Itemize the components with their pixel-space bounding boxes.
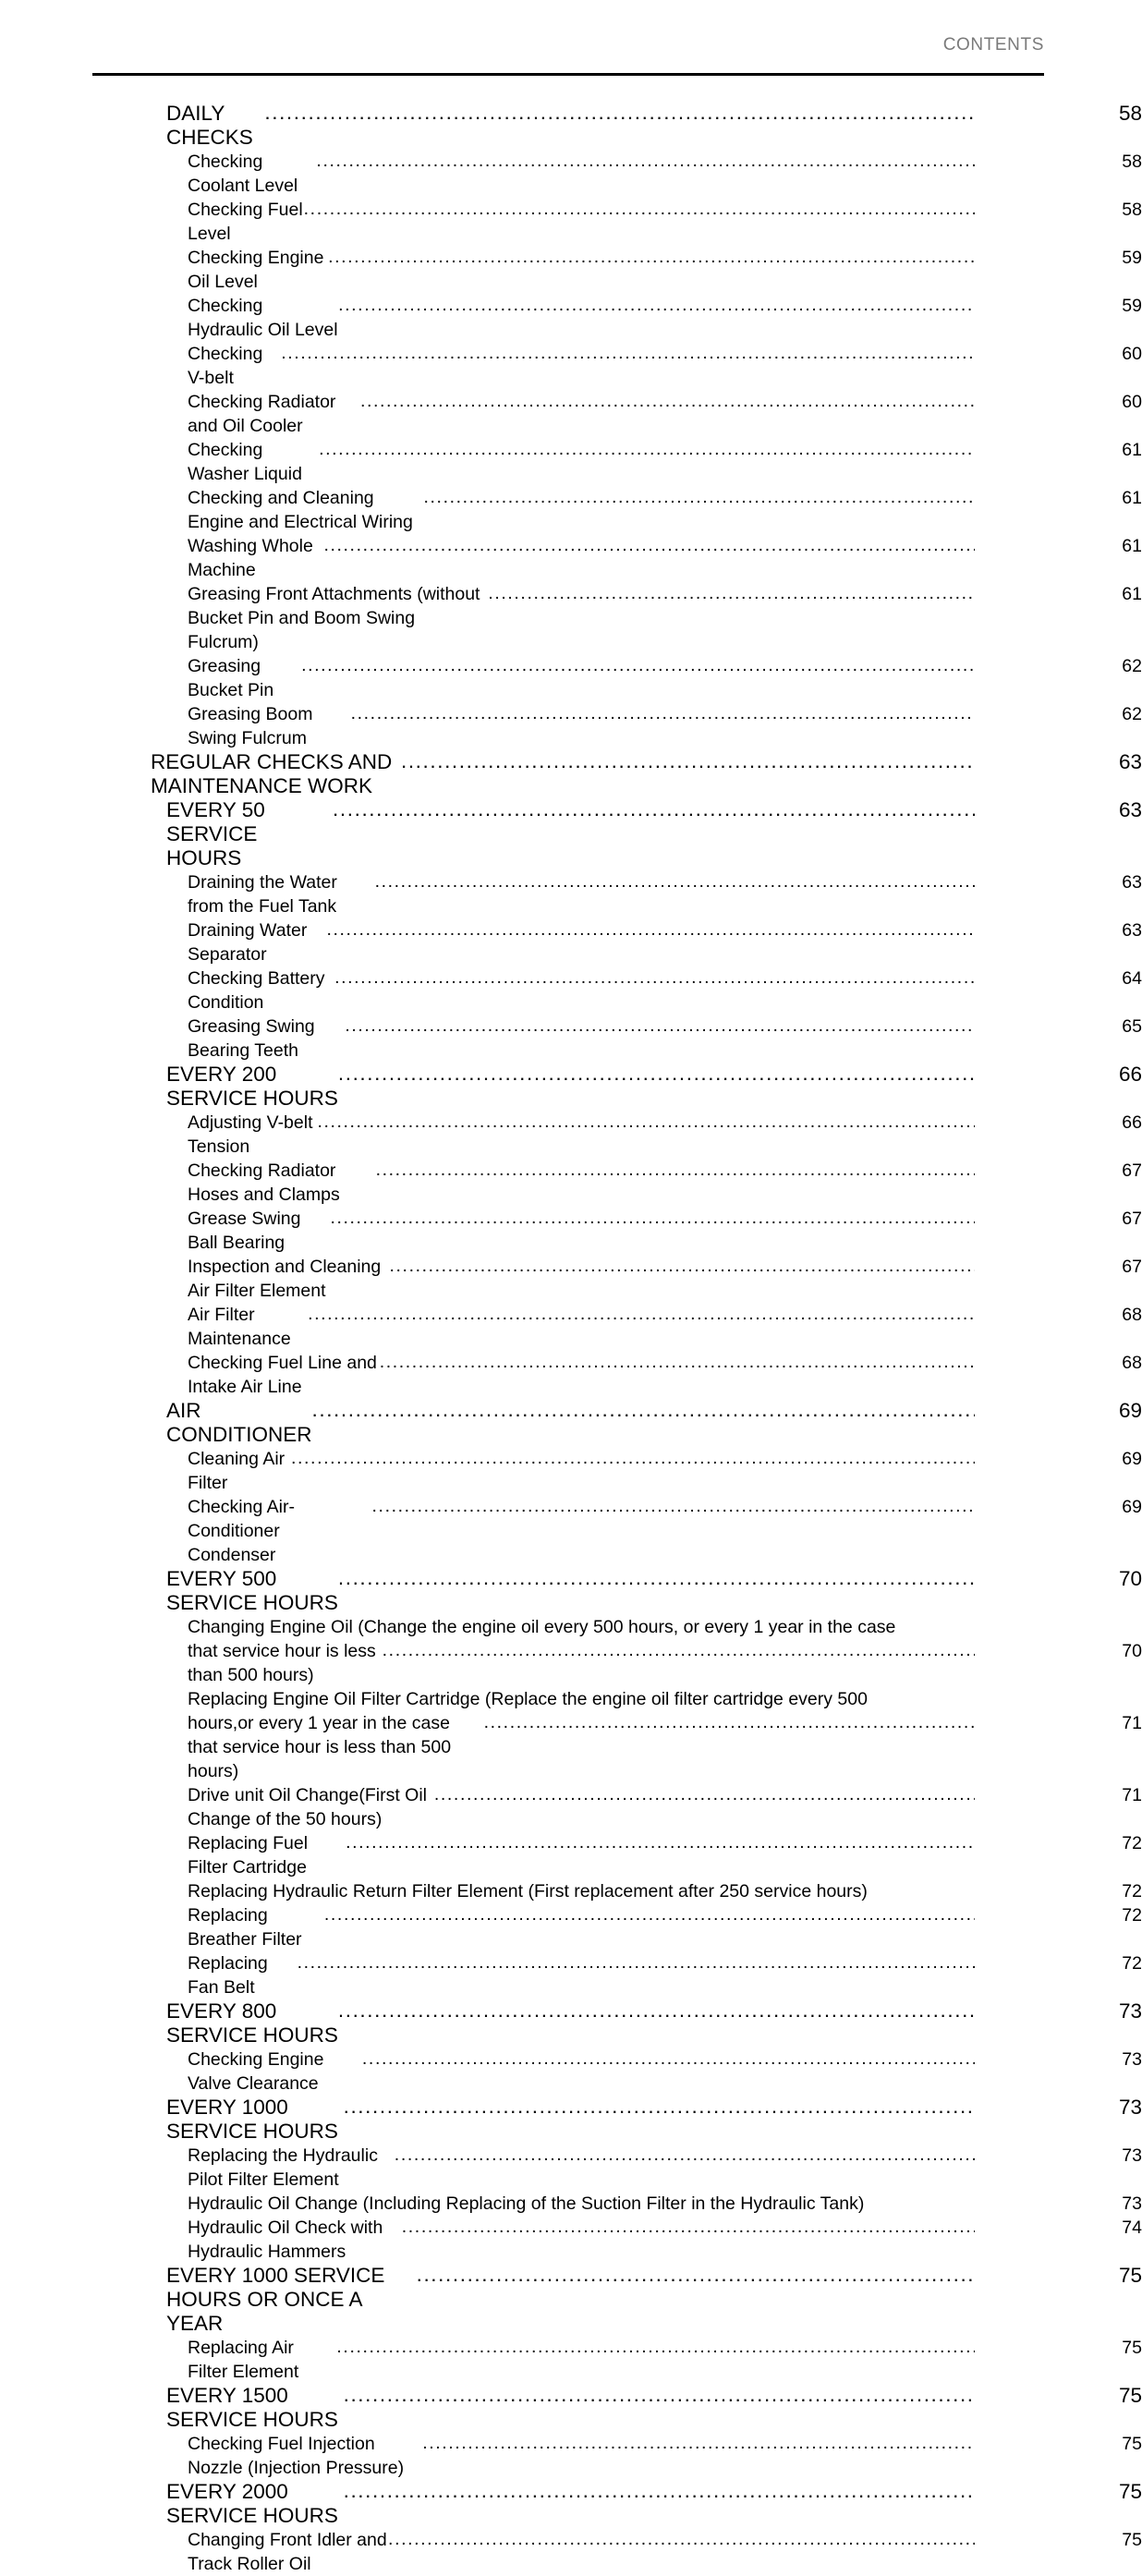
toc-page-number: 73 xyxy=(1122,2193,1142,2214)
toc-entry-label: Checking Coolant Level xyxy=(188,152,298,196)
toc-entry-label: Replacing Fan Belt xyxy=(188,1953,273,1998)
toc-entry-label: Checking Radiator Hoses and Clamps xyxy=(188,1160,341,1205)
toc-leader-dots xyxy=(334,966,975,990)
toc-page-number: 62 xyxy=(1122,656,1142,676)
toc-entry-label: EVERY 200 SERVICE HOURS xyxy=(166,1063,345,1110)
toc-entry-line xyxy=(188,1711,1142,1783)
toc-entry[interactable] xyxy=(0,1903,1142,1951)
toc-entry[interactable] xyxy=(0,654,1142,702)
toc-entry-label: Grease Swing Ball Bearing xyxy=(188,1209,306,1253)
toc-entry[interactable] xyxy=(0,1687,1142,1783)
toc-page-number: 63 xyxy=(1122,872,1142,893)
toc-page-number: 60 xyxy=(1122,392,1142,412)
toc-entry-label: Washing Whole Machine xyxy=(188,536,319,580)
toc-page-number: 68 xyxy=(1122,1305,1142,1325)
toc-page-number: 71 xyxy=(1122,1713,1142,1733)
toc-page-number: 72 xyxy=(1122,1833,1142,1853)
toc-entry-label: Checking Fuel Line and Intake Air Line xyxy=(188,1353,383,1397)
toc-leader-dots xyxy=(346,1830,975,1854)
toc-entry[interactable] xyxy=(0,1303,1142,1351)
toc-page-number: 70 xyxy=(1118,1567,1142,1590)
toc-leader-dots xyxy=(312,1398,976,1422)
toc-leader-dots xyxy=(326,917,975,942)
toc-page-number: 69 xyxy=(1118,1399,1142,1422)
header-divider xyxy=(92,73,1044,76)
toc-entry-label: AIR CONDITIONER xyxy=(166,1399,318,1446)
toc-leader-dots xyxy=(298,1950,975,1975)
toc-entry-label: Replacing Fuel Filter Cartridge xyxy=(188,1833,313,1877)
toc-entry-label: Checking Radiator and Oil Cooler xyxy=(188,392,341,436)
toc-page-number: 66 xyxy=(1118,1063,1142,1086)
toc-page-number: 73 xyxy=(1122,2049,1142,2070)
toc-entry-label: REGULAR CHECKS AND MAINTENANCE WORK xyxy=(151,750,398,797)
toc-entry-line xyxy=(188,1615,1142,1639)
toc-entry-label: that service hour is less than 500 hours) xyxy=(188,1641,382,1685)
toc-leader-dots xyxy=(360,389,975,413)
toc-leader-dots xyxy=(338,1566,975,1590)
toc-entry-label: Adjusting V-belt Tension xyxy=(188,1112,318,1157)
toc-leader-dots xyxy=(417,2263,975,2287)
toc-entry-label: Greasing Swing Bearing Teeth xyxy=(188,1016,321,1061)
toc-entry[interactable] xyxy=(0,1879,1142,1903)
toc-leader-dots xyxy=(362,2047,975,2071)
toc-leader-dots xyxy=(344,2383,975,2407)
toc-entry[interactable] xyxy=(0,702,1142,750)
toc-page-number: 72 xyxy=(1122,1905,1142,1926)
toc-page-number: 75 xyxy=(1118,2480,1142,2503)
toc-entry-label: Greasing Boom Swing Fulcrum xyxy=(188,704,318,748)
toc-page-number: 66 xyxy=(1122,1112,1142,1133)
toc-page-number: 63 xyxy=(1122,920,1142,941)
toc-entry-label: Checking Washer Liquid xyxy=(188,440,302,484)
toc-entry[interactable] xyxy=(0,1951,1142,1999)
toc-entry[interactable] xyxy=(0,1399,1142,1447)
toc-page-number: 60 xyxy=(1122,344,1142,364)
toc-leader-dots xyxy=(304,197,975,221)
toc-leader-dots xyxy=(338,1999,975,2023)
toc-entry-label: Replacing Air Filter Element xyxy=(188,2338,304,2382)
toc-leader-dots xyxy=(301,653,975,677)
toc-entry-label: Replacing Engine Oil Filter Cartridge (Replace the engine oil filter cartridge every 500 xyxy=(188,1689,868,1709)
toc-entry[interactable] xyxy=(0,342,1142,390)
toc-entry[interactable] xyxy=(0,1207,1142,1255)
toc-page-number: 58 xyxy=(1122,200,1142,220)
toc-page-number: 58 xyxy=(1118,102,1142,125)
toc-page-number: 61 xyxy=(1122,536,1142,556)
toc-page-number: 67 xyxy=(1122,1257,1142,1277)
toc-page-number: 72 xyxy=(1122,1881,1142,1902)
toc-entry-label: Replacing Hydraulic Return Filter Element (First replacement after 250 service hours) xyxy=(188,1881,868,1902)
toc-entry[interactable] xyxy=(0,1111,1142,1159)
toc-entry-label: Greasing Bucket Pin xyxy=(188,656,274,700)
toc-entry[interactable] xyxy=(0,2384,1142,2432)
toc-leader-dots xyxy=(330,1206,975,1230)
toc-entry[interactable] xyxy=(0,750,1142,798)
toc-entry[interactable] xyxy=(0,2216,1142,2264)
toc-leader-dots xyxy=(291,1446,975,1470)
toc-entry-line xyxy=(188,1639,1142,1687)
toc-leader-dots xyxy=(344,2479,975,2503)
toc-entry-label: Inspection and Cleaning Air Filter Element xyxy=(188,1257,385,1301)
toc-page-number: 69 xyxy=(1122,1497,1142,1517)
toc-entry-label: Checking Fuel Level xyxy=(188,200,309,244)
toc-entry-label: hours,or every 1 year in the case that service hour is less than 500 hours) xyxy=(188,1713,456,1781)
toc-entry-label: Greasing Front Attachments (without Bucket Pin and Boom Swing Fulcrum) xyxy=(188,584,485,652)
toc-entry[interactable] xyxy=(0,2047,1142,2096)
toc-leader-dots xyxy=(319,437,975,461)
toc-leader-dots xyxy=(395,2143,975,2167)
toc-page-number: 70 xyxy=(1122,1641,1142,1661)
toc-leader-dots xyxy=(424,485,975,509)
toc-entry-label: Hydraulic Oil Check with Hydraulic Hammers xyxy=(188,2218,388,2262)
toc-page-number: 74 xyxy=(1122,2218,1142,2238)
toc-leader-dots xyxy=(383,1638,975,1662)
toc-leader-dots xyxy=(323,533,975,557)
toc-page-number: 62 xyxy=(1122,704,1142,724)
toc-page-number: 73 xyxy=(1122,2145,1142,2166)
toc-page-number: 63 xyxy=(1118,798,1142,821)
toc-page-number: 69 xyxy=(1122,1449,1142,1469)
toc-entry-label: EVERY 1000 SERVICE HOURS xyxy=(166,2096,345,2143)
toc-entry[interactable] xyxy=(0,1783,1142,1831)
toc-entry-label: Checking Fuel Injection Nozzle (Injection Pressure) xyxy=(188,2434,409,2478)
toc-leader-dots xyxy=(401,749,975,773)
toc-page-number: 68 xyxy=(1122,1353,1142,1373)
toc-leader-dots xyxy=(308,1302,975,1326)
toc-leader-dots xyxy=(328,245,975,269)
toc-leader-dots xyxy=(345,1014,975,1038)
toc-entry-label: EVERY 50 SERVICE HOURS xyxy=(166,798,272,869)
toc-page-number: 65 xyxy=(1122,1016,1142,1037)
toc-entry-label: EVERY 2000 SERVICE HOURS xyxy=(166,2480,345,2527)
toc-entry[interactable] xyxy=(0,2096,1142,2144)
toc-leader-dots xyxy=(390,1254,975,1278)
toc-page-number: 61 xyxy=(1122,488,1142,508)
toc-entry-label: EVERY 800 SERVICE HOURS xyxy=(166,1999,345,2047)
toc-leader-dots xyxy=(434,1782,975,1806)
toc-page-number: 73 xyxy=(1118,2096,1142,2119)
toc-page-number: 67 xyxy=(1122,1209,1142,1229)
toc-entry[interactable] xyxy=(0,918,1142,966)
toc-entry[interactable] xyxy=(0,486,1142,534)
toc-page-number: 75 xyxy=(1122,2530,1142,2550)
toc-entry[interactable] xyxy=(0,390,1142,438)
toc-entry[interactable] xyxy=(0,966,1142,1015)
toc-entry[interactable] xyxy=(0,2192,1142,2216)
toc-entry-label: Checking Engine Oil Level xyxy=(188,248,329,292)
toc-entry[interactable] xyxy=(0,1615,1142,1687)
toc-entry-label: Draining Water Separator xyxy=(188,920,312,965)
toc-leader-dots xyxy=(338,293,975,317)
toc-entry-label: Hydraulic Oil Change (Including Replacing of the Suction Filter in the Hydraulic Tank) xyxy=(188,2193,865,2214)
toc-entry-label: Checking V-belt xyxy=(188,344,268,388)
toc-entry-label: Replacing Breather Filter xyxy=(188,1905,307,1950)
toc-entry[interactable] xyxy=(0,582,1142,654)
toc-entry-label: Checking Battery Condition xyxy=(188,968,330,1013)
toc-page-number: 61 xyxy=(1122,440,1142,460)
toc-entry-label: Checking Engine Valve Clearance xyxy=(188,2049,329,2094)
toc-entry-label: Changing Engine Oil (Change the engine oil every 500 hours, or every 1 year in the case xyxy=(188,1617,896,1637)
toc-page-number: 75 xyxy=(1118,2384,1142,2407)
toc-page-number: 58 xyxy=(1122,152,1142,172)
toc-entry[interactable] xyxy=(0,2432,1142,2480)
toc-leader-dots xyxy=(281,341,975,365)
toc-entry-label: Drive unit Oil Change(First Oil Change of the 50 hours) xyxy=(188,1785,432,1829)
toc-leader-dots xyxy=(333,797,975,821)
toc-entry[interactable] xyxy=(0,2144,1142,2192)
toc-entry[interactable] xyxy=(0,1831,1142,1879)
toc-entry[interactable] xyxy=(0,1495,1142,1567)
toc-entry[interactable] xyxy=(0,798,1142,870)
toc-page-number: 63 xyxy=(1118,750,1142,773)
toc-leader-dots xyxy=(338,1062,975,1086)
toc-leader-dots xyxy=(484,1710,975,1734)
toc-entry[interactable] xyxy=(0,2336,1142,2384)
toc-page-number: 61 xyxy=(1122,584,1142,604)
toc-entry-label: Checking Hydraulic Oil Level xyxy=(188,296,338,340)
toc-entry-label: Cleaning Air Filter xyxy=(188,1449,290,1493)
toc-page-number: 75 xyxy=(1118,2264,1142,2287)
toc-entry[interactable] xyxy=(0,2480,1142,2528)
toc-entry-label: EVERY 500 SERVICE HOURS xyxy=(166,1567,345,1614)
toc-entry-label: EVERY 1500 SERVICE HOURS xyxy=(166,2384,345,2431)
toc-leader-dots xyxy=(402,2215,975,2239)
toc-page-number: 59 xyxy=(1122,248,1142,268)
toc-page-number: 75 xyxy=(1122,2338,1142,2358)
page-header xyxy=(92,35,1044,78)
toc-entry[interactable] xyxy=(0,246,1142,294)
toc-entry[interactable] xyxy=(0,1447,1142,1495)
toc-page-number: 64 xyxy=(1122,968,1142,989)
toc-entry[interactable] xyxy=(0,198,1142,246)
toc-entry[interactable] xyxy=(0,2528,1142,2576)
toc-leader-dots xyxy=(317,1110,975,1134)
toc-entry[interactable] xyxy=(0,534,1142,582)
toc-entry-label: Draining the Water from the Fuel Tank xyxy=(188,872,343,917)
toc-entry[interactable] xyxy=(0,150,1142,198)
toc-entry[interactable] xyxy=(0,1999,1142,2047)
toc-leader-dots xyxy=(264,101,975,125)
toc-entry[interactable] xyxy=(0,1351,1142,1399)
toc-entry-label: Changing Front Idler and Track Roller Oil xyxy=(188,2530,392,2574)
toc-leader-dots xyxy=(380,1350,975,1374)
toc-entry[interactable] xyxy=(0,1063,1142,1111)
toc-leader-dots xyxy=(488,581,975,605)
table-of-contents xyxy=(0,102,1142,2576)
toc-leader-dots xyxy=(388,2527,975,2551)
toc-entry[interactable] xyxy=(0,438,1142,486)
toc-leader-dots xyxy=(422,2431,975,2455)
toc-entry-label: Checking Air-Conditioner Condenser xyxy=(188,1497,295,1565)
toc-leader-dots xyxy=(344,2095,975,2119)
toc-leader-dots xyxy=(316,149,975,173)
toc-entry[interactable] xyxy=(0,2264,1142,2336)
page-header-title: CONTENTS xyxy=(942,35,1044,55)
toc-leader-dots xyxy=(375,869,975,893)
toc-entry[interactable] xyxy=(0,1015,1142,1063)
toc-entry-label: Air Filter Maintenance xyxy=(188,1305,291,1349)
toc-entry-label: EVERY 1000 SERVICE HOURS OR ONCE A YEAR xyxy=(166,2264,391,2335)
toc-entry[interactable] xyxy=(0,1255,1142,1303)
toc-page-number: 59 xyxy=(1122,296,1142,316)
toc-page-number: 73 xyxy=(1118,1999,1142,2023)
toc-page-number: 72 xyxy=(1122,1953,1142,1974)
toc-leader-dots xyxy=(324,1902,975,1926)
toc-entry[interactable] xyxy=(0,102,1142,150)
toc-entry-label: DAILY CHECKS xyxy=(166,102,253,149)
toc-entry-line xyxy=(188,1687,1142,1711)
toc-leader-dots xyxy=(372,1494,975,1518)
toc-page-number: 67 xyxy=(1122,1160,1142,1181)
toc-leader-dots xyxy=(376,1158,975,1182)
toc-page-number: 71 xyxy=(1122,1785,1142,1805)
toc-entry-label: Checking and Cleaning Engine and Electrical Wiring xyxy=(188,488,413,532)
toc-page-number: 75 xyxy=(1122,2434,1142,2454)
toc-leader-dots xyxy=(351,701,975,725)
toc-leader-dots xyxy=(336,2335,975,2359)
toc-entry[interactable] xyxy=(0,1567,1142,1615)
toc-entry[interactable] xyxy=(0,1159,1142,1207)
toc-entry[interactable] xyxy=(0,870,1142,918)
toc-entry-label: Replacing the Hydraulic Pilot Filter Element xyxy=(188,2145,383,2190)
toc-entry[interactable] xyxy=(0,294,1142,342)
